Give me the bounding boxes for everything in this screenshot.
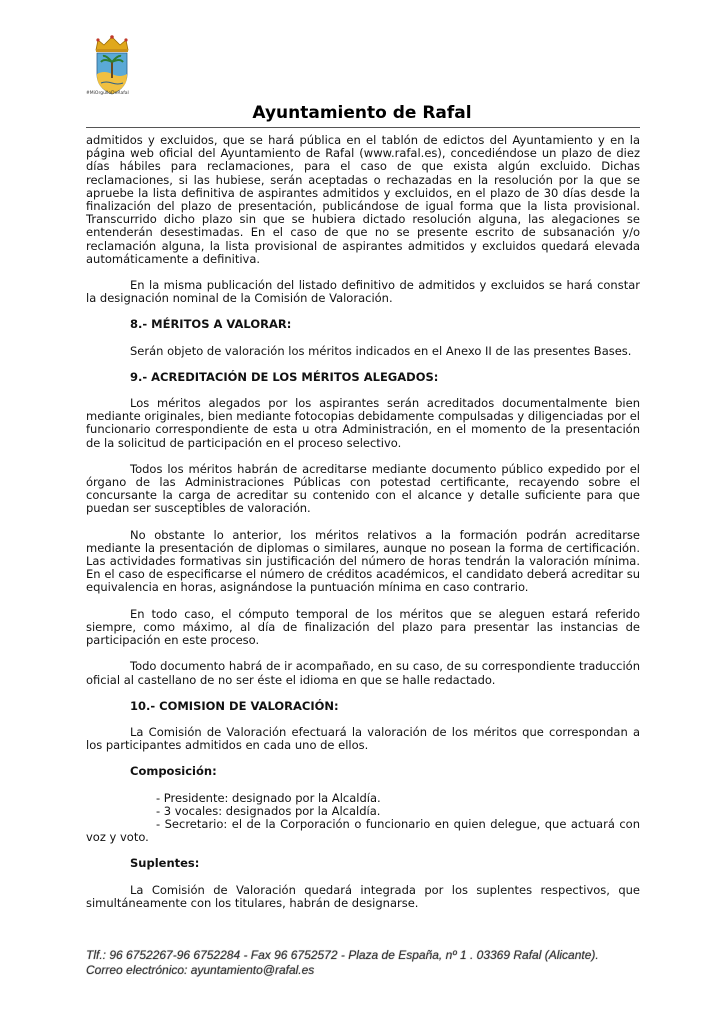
composition-list bbox=[86, 792, 640, 845]
paragraph: La Comisión de Valoración efectuará la valoración de los méritos que correspondan a los participantes admitidos en cada uno de ellos. bbox=[86, 724, 640, 753]
paragraph: La Comisión de Valoración quedará integrada por los suplentes respectivos, que simultáneamente con los titulares, habrán de designarse. bbox=[86, 882, 640, 910]
list-item: - 3 vocales: designados por la Alcaldía. bbox=[156, 803, 381, 818]
paragraph: En todo caso, el cómputo temporal de los méritos que se aleguen estará referido siempre, como máximo, al día de finalización del plazo para presentar las instancias de participación en este proceso. bbox=[86, 606, 640, 648]
list-item: - Secretario: el de la Corporación o funcionario en quien delegue, que actuará con voz y voto. bbox=[86, 816, 640, 845]
document-body bbox=[86, 134, 640, 923]
footer-address: Tlf.: 96 6752267-96 6752284 - Fax 96 6752572 - Plaza de España, nº 1 . 03369 Rafal (Alicante). bbox=[86, 948, 599, 962]
paragraph: En la misma publicación del listado definitivo de admitidos y excluidos se hará constar la designación nominal de la Comisión de Valoración. bbox=[86, 278, 640, 306]
paragraph: Todos los méritos habrán de acreditarse mediante documento público expedido por el órgano de las Administraciones Públicas con potestad certificante, recayendo sobre el concursante la carga de acreditar su contenido con el alcance y detalle suficiente para que puedan ser susceptibles de valoración. bbox=[86, 461, 640, 516]
paragraph: Todo documento habrá de ir acompañado, en su caso, de su correspondiente traducción oficial al castellano de no ser éste el idioma en que se halle redactado. bbox=[86, 659, 640, 687]
paragraph: Serán objeto de valoración los méritos indicados en el Anexo II de las presentes Bases. bbox=[130, 343, 632, 358]
section-heading-8: 8.- MÉRITOS A VALORAR: bbox=[130, 317, 292, 332]
subheading-composicion: Composición: bbox=[130, 764, 217, 779]
hashtag-text: #MiOrgulloDeRafal bbox=[86, 91, 129, 96]
paragraph: No obstante lo anterior, los méritos relativos a la formación podrán acreditarse mediante la presentación de diplomas o similares, aunque no posean la forma de certificación. Las actividades formativas sin justificación del número de horas tendrán la valoración mínima. En el caso de especificarse el número de créditos académicos, el candidato deberá acreditar su equivalencia en horas, asignándose la puntuación mínima en caso contrario. bbox=[86, 527, 640, 595]
paragraph: Los méritos alegados por los aspirantes serán acreditados documentalmente bien mediante originales, bien mediante fotocopias debidamente compulsadas y diligenciadas por el funcionario correspondiente de esta u otra Administración, en el momento de la presentación de la solicitud de participación en el proceso selectivo. bbox=[86, 396, 640, 450]
page-title: Ayuntamiento de Rafal bbox=[252, 103, 472, 123]
paragraph: admitidos y excluidos, que se hará pública en el tablón de edictos del Ayuntamiento y en la página web oficial del Ayuntamiento de Rafal (www.rafal.es), concediéndose un plazo de diez días hábiles para reclamaciones, para el caso de que exista algún excluido. Dichas reclamaciones, si las hubiese, serán aceptadas o rechazadas en la resolución por la que se apruebe la lista definitiva de aspirantes admitidos y excluidos, en el plazo de 30 días desde la finalización del plazo de presentación, publicándose de igual forma que la lista provisional. Transcurrido dicho plazo sin que se hubiera dictado resolución alguna, las alegaciones se entenderán desestimadas. En el caso de que no se presente escrito de subsanación y/o reclamación alguna, la lista provisional de aspirantes admitidos y excluidos quedará elevada automáticamente a definitiva. bbox=[86, 133, 640, 266]
footer-contact bbox=[86, 948, 599, 978]
header-divider bbox=[86, 127, 640, 128]
subheading-suplentes: Suplentes: bbox=[130, 856, 200, 871]
footer-email: Correo electrónico: ayuntamiento@rafal.es bbox=[86, 963, 315, 977]
list-item: - Presidente: designado por la Alcaldía. bbox=[156, 790, 381, 805]
section-heading-10: 10.- COMISION DE VALORACIÓN: bbox=[130, 698, 339, 713]
section-heading-9: 9.- ACREDITACIÓN DE LOS MÉRITOS ALEGADOS: bbox=[130, 369, 439, 384]
